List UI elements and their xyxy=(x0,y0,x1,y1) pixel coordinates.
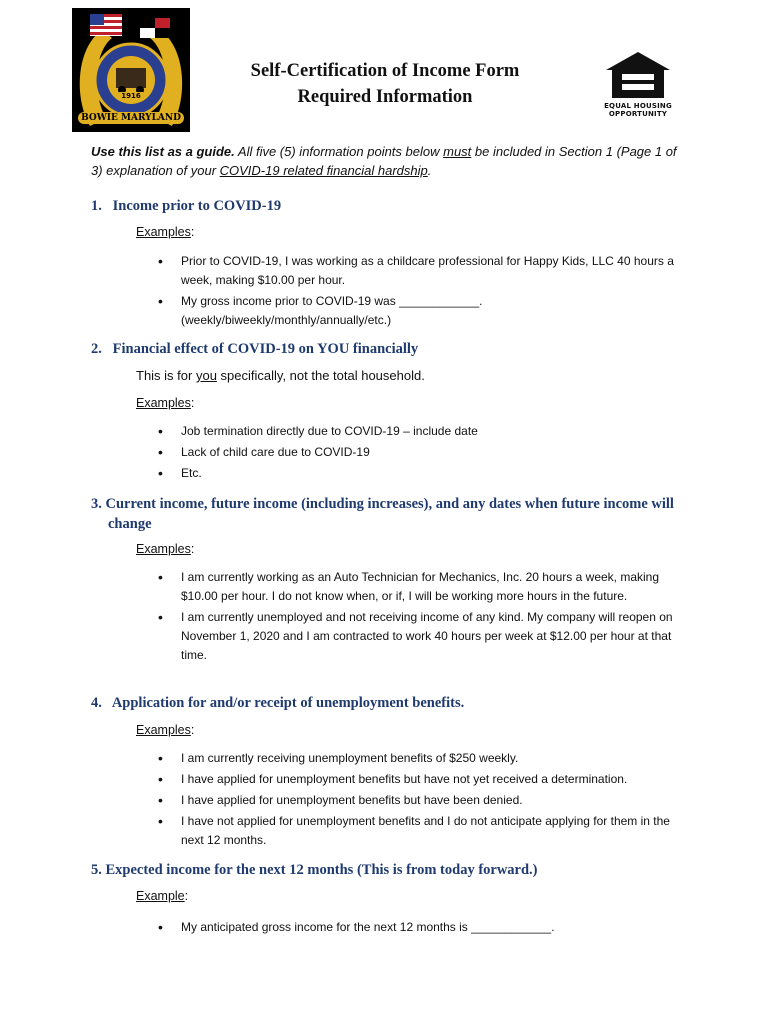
guide-lead: Use this list as a guide. xyxy=(91,144,235,159)
seal-arc-text: BOWIE MARYLAND xyxy=(78,112,184,124)
guide-paragraph xyxy=(91,142,691,180)
section-5-examples-label: Example: xyxy=(136,889,189,903)
city-seal-logo xyxy=(72,8,190,132)
guide-text-c: . xyxy=(427,163,432,178)
list-item: • My gross income prior to COVID-19 was ____________. (weekly/biweekly/monthly/annually/etc.) xyxy=(158,292,688,330)
section-5-list xyxy=(158,918,688,939)
examples-label: Examples xyxy=(136,225,191,239)
house-icon xyxy=(604,50,672,100)
section-number: 1. xyxy=(91,198,102,214)
examples-label: Examples xyxy=(136,542,191,556)
guide-must: must xyxy=(443,144,472,159)
list-item: • I have applied for unemployment benefits but have not yet received a determination. xyxy=(158,770,688,789)
note-text: specifically, not the total household. xyxy=(216,368,425,383)
section-number: 5. xyxy=(91,862,102,878)
section-1-examples-label: Examples: xyxy=(136,225,195,239)
examples-label: Examples xyxy=(136,396,191,410)
examples-label: Examples xyxy=(136,723,191,737)
section-3-title xyxy=(91,494,698,534)
section-5-title xyxy=(91,860,691,880)
section-2-examples-label: Examples: xyxy=(136,396,195,410)
section-2-title xyxy=(91,339,691,359)
section-number: 2. xyxy=(91,341,102,357)
section-4-examples-label: Examples: xyxy=(136,723,195,737)
section-number: 4. xyxy=(91,695,102,711)
list-item: • I am currently unemployed and not receiving income of any kind. My company will reopen on November 1, 2020 and I am contracted to work 40 hours per week at $12.00 per hour at that time. xyxy=(158,608,688,665)
section-1-list xyxy=(158,252,688,332)
section-3-list xyxy=(158,568,688,667)
title-line-2: Required Information xyxy=(297,87,473,107)
section-1-title xyxy=(91,196,691,216)
form-title xyxy=(200,58,570,110)
list-item: • I have not applied for unemployment benefits and I do not anticipate applying for them in the next 12 months. xyxy=(158,812,688,850)
section-number: 3. xyxy=(91,496,102,512)
section-4-list xyxy=(158,749,688,852)
list-item: • I am currently receiving unemployment benefits of $250 weekly. xyxy=(158,749,688,768)
guide-text-a: All five (5) information points below xyxy=(234,144,444,159)
section-2-note xyxy=(136,367,425,385)
list-item: • Lack of child care due to COVID-19 xyxy=(158,443,688,462)
list-item: • Prior to COVID-19, I was working as a childcare professional for Happy Kids, LLC 40 hours a week, making $10.00 per hour. xyxy=(158,252,688,290)
title-line-1: Self-Certification of Income Form xyxy=(250,61,520,81)
examples-label: Example xyxy=(136,889,185,903)
section-heading: Current income, future income (including increases), and any dates when future income will change xyxy=(105,496,674,532)
section-heading: Expected income for the next 12 months (This is from today forward.) xyxy=(105,862,538,878)
list-item: • I am currently working as an Auto Technician for Mechanics, Inc. 20 hours a week, making $10.00 per hour. I do not know when, or if, I will be working more hours in the future. xyxy=(158,568,688,606)
list-item: • My anticipated gross income for the next 12 months is ____________. xyxy=(158,918,688,937)
note-emphasis: you xyxy=(195,368,217,383)
section-2-list xyxy=(158,422,688,485)
note-text: This is for xyxy=(136,368,196,383)
section-heading: Application for and/or receipt of unemployment benefits. xyxy=(111,695,465,711)
eho-line-1: EQUAL HOUSING xyxy=(604,102,672,110)
list-item: • Job termination directly due to COVID-19 – include date xyxy=(158,422,688,441)
guide-text-b: be included in Section 1 (Page 1 of 3) explanation of your xyxy=(91,144,677,178)
list-item: • Etc. xyxy=(158,464,688,483)
section-4-title xyxy=(91,693,691,713)
section-3-examples-label: Examples: xyxy=(136,542,195,556)
seal-year: 1916 xyxy=(119,92,143,100)
eho-line-2: OPPORTUNITY xyxy=(608,110,668,118)
equal-housing-logo xyxy=(604,50,672,118)
guide-hardship: COVID-19 related financial hardship xyxy=(219,163,428,178)
section-heading: Income prior to COVID-19 xyxy=(112,198,282,214)
section-heading: Financial effect of COVID-19 on YOU financially xyxy=(112,341,419,357)
list-item: • I have applied for unemployment benefits but have been denied. xyxy=(158,791,688,810)
